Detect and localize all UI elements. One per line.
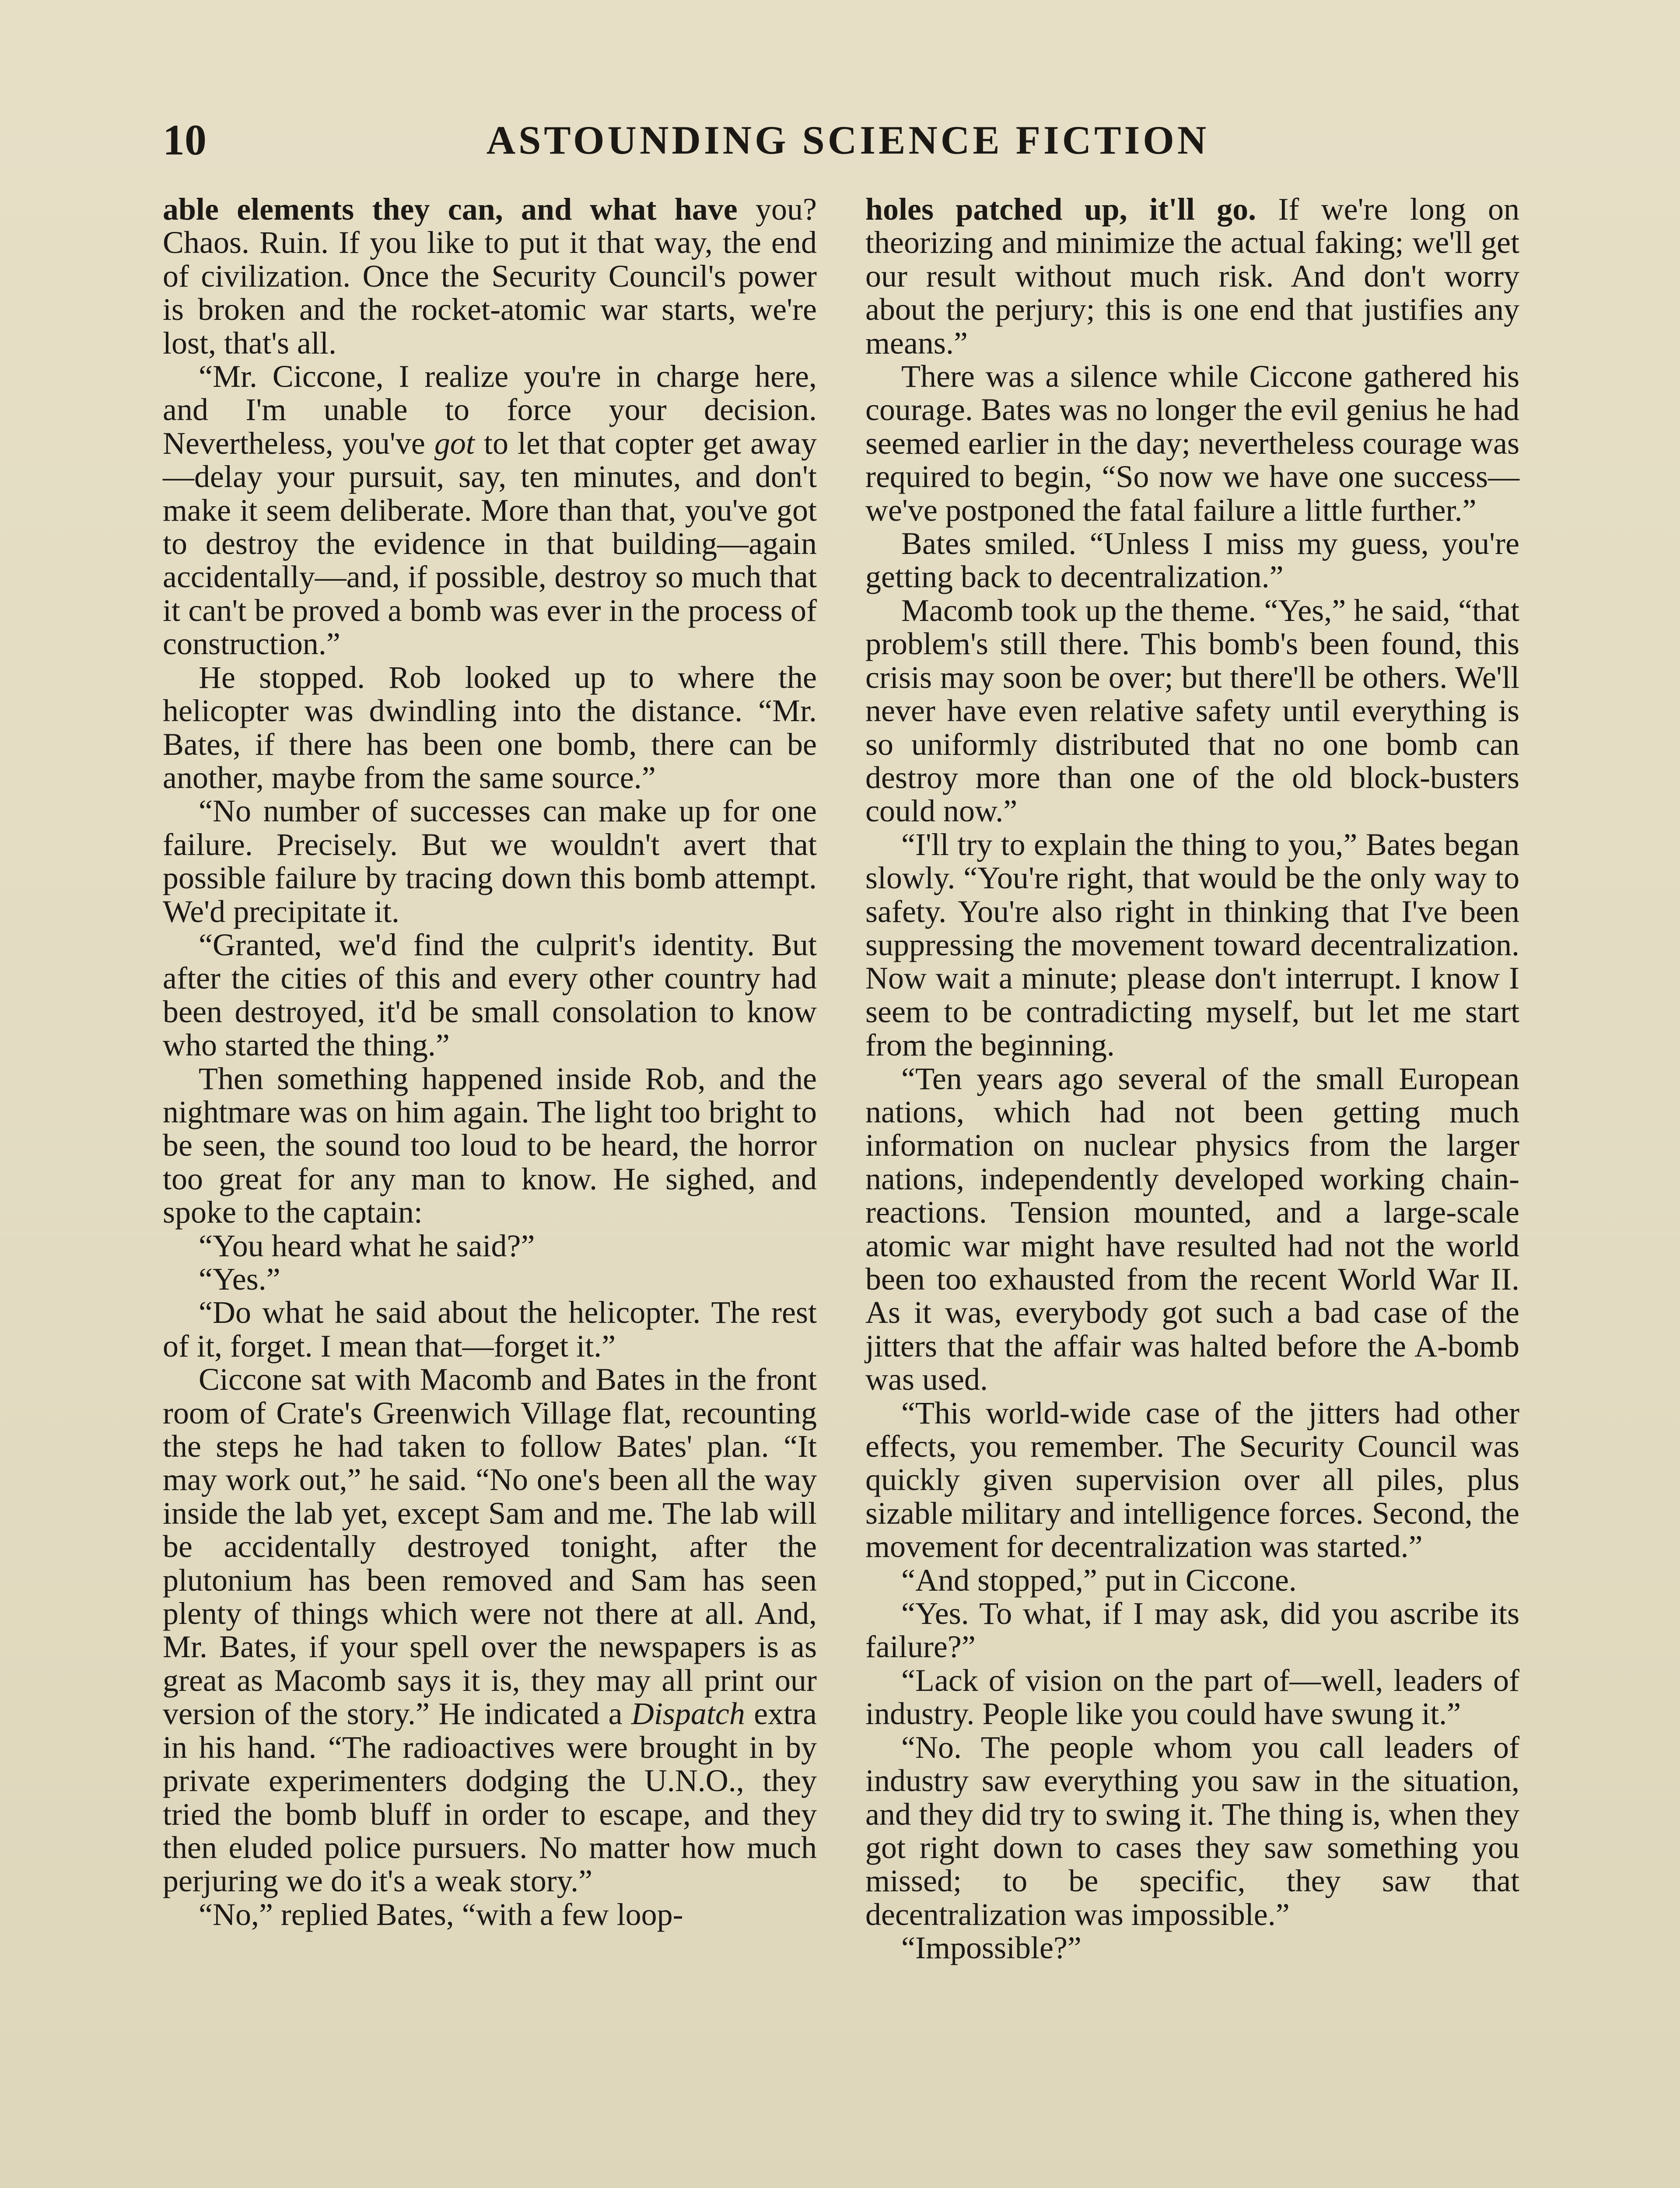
- lead-rest: you? Chaos. Ruin. If you like to put it that way, the end of civilization. Once the Security Council's power is broken and the rocket-atomic war starts, we're lost, that's all.: [163, 192, 817, 361]
- paragraph: “You heard what he said?”: [199, 1228, 535, 1263]
- paragraph: “No. The people whom you call leaders of industry saw everything you saw in the situation, and they did try to swing it. The thing is, when they got right down to cases they saw something you missed; to be specific, they saw that decentralization was impossible.”: [865, 1729, 1519, 1932]
- paragraph: There was a silence while Ciccone gathered his courage. Bates was no longer the evil genius he had seemed earlier in the day; nevertheless courage was required to begin, “So now we have one success—we've postponed the fatal failure a little further.”: [865, 359, 1519, 528]
- bold-lead-in: able elements they can, and what have: [163, 192, 738, 227]
- paragraph: “Do what he said about the helicopter. The rest of it, forget. I mean that—forget it.”: [163, 1295, 817, 1364]
- paragraph: “Yes.”: [199, 1262, 280, 1297]
- paragraph: “I'll try to explain the thing to you,” Bates began slowly. “You're right, that would be the only way to safety. You're also right in thinking that I've been suppressing the movement toward decentralization. Now wait a minute; please don't interrupt. I know I seem to be contradicting myself, but let me start from the beginning.: [865, 827, 1519, 1063]
- right-column: [865, 193, 1519, 1965]
- paragraph: “This world-wide case of the jitters had other effects, you remember. The Security Council was quickly given supervision over all piles, plus sizable military and intelligence forces. Second, the movement for decentralization was started.”: [865, 1395, 1519, 1564]
- paragraph: “And stopped,” put in Ciccone.: [901, 1562, 1297, 1598]
- left-column: [163, 193, 817, 1931]
- paragraph: Bates smiled. “Unless I miss my guess, you're getting back to decentralization.”: [865, 526, 1519, 595]
- paragraph: “No,” replied Bates, “with a few loop-: [199, 1897, 683, 1932]
- page-number: 10: [163, 116, 206, 164]
- paragraph: holes patched up, it'll go. If we're long on theorizing and minimize the actual faking; we'll get our result without much risk. And don't worry about the perjury; this is one end that justifies any means.”: [865, 192, 1519, 361]
- paragraph: He stopped. Rob looked up to where the helicopter was dwindling into the distance. “Mr. Bates, if there has been one bomb, there can be another, maybe from the same source.”: [163, 659, 817, 795]
- paragraph: [163, 193, 817, 360]
- bold-lead-in: holes patched up, it'll go.: [865, 192, 1256, 227]
- paragraph: “Yes. To what, if I may ask, did you ascribe its failure?”: [865, 1596, 1519, 1665]
- paragraph: “Impossible?”: [901, 1930, 1082, 1966]
- paragraph: “Granted, we'd find the culprit's identity. But after the cities of this and every other country had been destroyed, it'd be small consolation to know who started the thing.”: [163, 927, 817, 1063]
- paragraph: Macomb took up the theme. “Yes,” he said, “that problem's still there. This bomb's been found, this crisis may soon be over; but there'll be others. We'll never have even relative safety until everything is so uniformly distributed that no one bomb can destroy more than one of the old block-busters could now.”: [865, 593, 1519, 829]
- paragraph: “Mr. Ciccone, I realize you're in charge here, and I'm unable to force your decision. Nevertheless, you've got to let that copter get away—delay your pursuit, say, ten minutes, and don't make it seem deliberate. More than that, you've got to destroy the evidence in that building—again accidentally—and, if possible, destroy so much that it can't be proved a bomb was ever in the process of construction.”: [163, 359, 817, 662]
- running-head: [163, 112, 1533, 168]
- paragraph: Then something happened inside Rob, and the nightmare was on him again. The light too bright to be seen, the sound too loud to be heard, the horror too great for any man to know. He sighed, and spoke to the captain:: [163, 1061, 817, 1230]
- paragraph: Ciccone sat with Macomb and Bates in the front room of Crate's Greenwich Village flat, recounting the steps he had taken to follow Bates' plan. “It may work out,” he said. “No one's been all the way inside the lab yet, except Sam and me. The lab will be accidentally destroyed tonight, after the plutonium has been removed and Sam has seen plenty of things which were not there at all. And, Mr. Bates, if your spell over the newspapers is as great as Macomb says it is, they may all print our version of the story.” He indicated a Dispatch extra in his hand. “The radioactives were brought in by private experimenters dodging the U.N.O., they tried the bomb bluff in order to escape, and they then eluded police pursuers. No matter how much perjuring we do it's a weak story.”: [163, 1362, 817, 1899]
- paragraph: “Ten years ago several of the small European nations, which had not been getting much information on nuclear physics from the larger nations, independently developed working chain-reactions. Tension mounted, and a large-scale atomic war might have resulted had not the world been too exhausted from the recent World War II. As it was, everybody got such a bad case of the jitters that the affair was halted before the A-bomb was used.: [865, 1061, 1519, 1397]
- paragraph: “Lack of vision on the part of—well, leaders of industry. People like you could have swung it.”: [865, 1662, 1519, 1732]
- magazine-title: ASTOUNDING SCIENCE FICTION: [486, 118, 1210, 162]
- paragraph: “No number of successes can make up for one failure. Precisely. But we wouldn't avert that possible failure by tracing down this bomb attempt. We'd precipitate it.: [163, 793, 817, 929]
